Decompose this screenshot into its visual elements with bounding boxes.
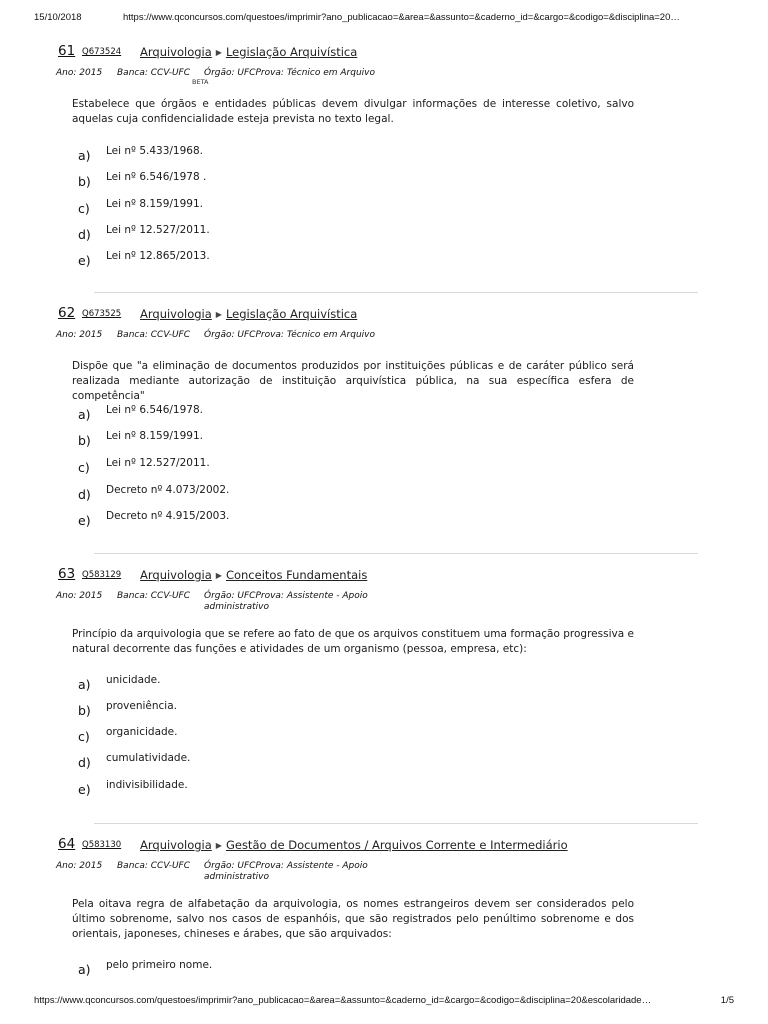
topic-link[interactable]: Conceitos Fundamentais xyxy=(225,568,368,582)
option-a[interactable] xyxy=(78,404,638,426)
meta-orgao: Órgão: UFCProva: Técnico em Arquivo xyxy=(204,330,375,340)
option-a[interactable] xyxy=(78,959,638,981)
meta-orgao: Órgão: UFCProva: Assistente - Apoio administrativo xyxy=(204,861,368,882)
option-text: Lei nº 12.527/2011. xyxy=(106,224,210,236)
option-text: Lei nº 6.546/1978 . xyxy=(106,171,207,183)
option-letter: e) xyxy=(78,253,91,268)
subject-breadcrumb xyxy=(140,45,357,59)
option-text: unicidade. xyxy=(106,674,161,686)
meta-year: Ano: 2015 xyxy=(56,591,103,601)
option-d[interactable] xyxy=(78,752,638,774)
subject-link[interactable]: Arquivologia xyxy=(140,838,212,852)
subject-link[interactable]: Arquivologia xyxy=(140,307,212,321)
question-number[interactable]: 62 xyxy=(58,305,76,321)
option-c[interactable] xyxy=(78,198,638,220)
beta-badge: BETA xyxy=(192,78,209,86)
question-number[interactable]: 63 xyxy=(58,566,76,582)
option-letter: e) xyxy=(78,782,91,797)
option-letter: a) xyxy=(78,962,91,977)
option-text: Lei nº 12.865/2013. xyxy=(106,250,210,262)
question-statement: Estabelece que órgãos e entidades públicas devem divulgar informações de interesse coletivo, salvo aquelas cuja confidencialidade esteja prevista no texto legal. xyxy=(72,98,634,125)
option-e[interactable] xyxy=(78,779,638,801)
option-letter: a) xyxy=(78,148,91,163)
option-letter: d) xyxy=(78,755,91,770)
option-letter: b) xyxy=(78,433,91,448)
option-text: proveniência. xyxy=(106,700,177,712)
option-text: Decreto nº 4.915/2003. xyxy=(106,510,230,522)
question-code[interactable]: Q673524 xyxy=(82,47,122,57)
option-e[interactable] xyxy=(78,250,638,272)
option-letter: c) xyxy=(78,460,90,475)
option-letter: e) xyxy=(78,513,91,528)
footer-url[interactable]: https://www.qconcursos.com/questoes/imprimir?ano_publicacao=&area=&assunto=&caderno_id=&cargo=&codigo=&disciplina=20&escolaridade… xyxy=(34,995,652,1006)
option-d[interactable] xyxy=(78,484,638,506)
option-text: Decreto nº 4.073/2002. xyxy=(106,484,230,496)
option-b[interactable] xyxy=(78,430,638,452)
option-c[interactable] xyxy=(78,726,638,748)
subject-breadcrumb xyxy=(140,307,357,321)
option-letter: c) xyxy=(78,729,90,744)
meta-orgao: Órgão: UFCProva: Assistente - Apoio administrativo xyxy=(204,591,368,612)
option-b[interactable] xyxy=(78,171,638,193)
question-statement: Princípio da arquivologia que se refere ao fato de que os arquivos constituem uma formação progressiva e natural decorrente das funções e atividades de um organismo (pessoa, empresa, etc): xyxy=(72,628,634,655)
option-a[interactable] xyxy=(78,674,638,696)
question-code[interactable]: Q583129 xyxy=(82,570,122,580)
print-url[interactable]: https://www.qconcursos.com/questoes/imprimir?ano_publicacao=&area=&assunto=&caderno_id=&cargo=&codigo=&disciplina=20… xyxy=(123,12,680,23)
arrow-right-icon: ▶ xyxy=(215,840,222,850)
subject-link[interactable]: Arquivologia xyxy=(140,568,212,582)
option-letter: d) xyxy=(78,227,91,242)
topic-link[interactable]: Legislação Arquivística xyxy=(225,307,358,321)
option-letter: a) xyxy=(78,677,91,692)
option-d[interactable] xyxy=(78,224,638,246)
arrow-right-icon: ▶ xyxy=(215,309,222,319)
option-a[interactable] xyxy=(78,145,638,167)
meta-orgao: Órgão: UFCProva: Técnico em Arquivo xyxy=(204,68,375,78)
print-date: 15/10/2018 xyxy=(34,12,82,23)
question-number[interactable]: 61 xyxy=(58,43,76,59)
subject-breadcrumb xyxy=(140,568,367,582)
question-statement: Pela oitava regra de alfabetação da arquivologia, os nomes estrangeiros devem ser considerados pelo último sobrenome, salvo nos casos de espanhóis, que são registrados pelo penúltimo sobrenome e dos orientais, japoneses, chineses e árabes, que são arquivados: xyxy=(72,898,634,940)
option-text: Lei nº 6.546/1978. xyxy=(106,404,203,416)
arrow-right-icon: ▶ xyxy=(215,47,222,57)
option-text: Lei nº 5.433/1968. xyxy=(106,145,203,157)
option-letter: b) xyxy=(78,174,91,189)
option-letter: b) xyxy=(78,703,91,718)
meta-banca: Banca: CCV-UFC xyxy=(117,861,190,871)
option-text: indivisibilidade. xyxy=(106,779,188,791)
page-number: 1/5 xyxy=(720,995,734,1006)
topic-link[interactable]: Gestão de Documentos / Arquivos Corrente e Intermediário xyxy=(225,838,568,852)
divider xyxy=(94,292,698,293)
question-code[interactable]: Q583130 xyxy=(82,840,122,850)
meta-banca: Banca: CCV-UFC xyxy=(117,330,190,340)
subject-link[interactable]: Arquivologia xyxy=(140,45,212,59)
meta-year: Ano: 2015 xyxy=(56,861,103,871)
option-text: Lei nº 8.159/1991. xyxy=(106,430,203,442)
meta-year: Ano: 2015 xyxy=(56,68,103,78)
option-text: cumulatividade. xyxy=(106,752,191,764)
divider xyxy=(94,553,698,554)
question-code[interactable]: Q673525 xyxy=(82,309,122,319)
meta-year: Ano: 2015 xyxy=(56,330,103,340)
meta-banca: Banca: CCV-UFC xyxy=(117,68,190,78)
option-letter: d) xyxy=(78,487,91,502)
topic-link[interactable]: Legislação Arquivística xyxy=(225,45,358,59)
divider xyxy=(94,823,698,824)
option-letter: c) xyxy=(78,201,90,216)
option-b[interactable] xyxy=(78,700,638,722)
option-text: Lei nº 8.159/1991. xyxy=(106,198,203,210)
option-e[interactable] xyxy=(78,510,638,532)
option-text: Lei nº 12.527/2011. xyxy=(106,457,210,469)
option-text: pelo primeiro nome. xyxy=(106,959,213,971)
option-letter: a) xyxy=(78,407,91,422)
subject-breadcrumb xyxy=(140,838,568,852)
question-statement: Dispõe que "a eliminação de documentos produzidos por instituições públicas e de caráter público será realizada mediante autorização de instituição arquivística pública, na sua específica esfera de competência" xyxy=(72,360,634,402)
arrow-right-icon: ▶ xyxy=(215,570,222,580)
meta-banca: Banca: CCV-UFC xyxy=(117,591,190,601)
option-c[interactable] xyxy=(78,457,638,479)
option-text: organicidade. xyxy=(106,726,178,738)
question-number[interactable]: 64 xyxy=(58,836,76,852)
